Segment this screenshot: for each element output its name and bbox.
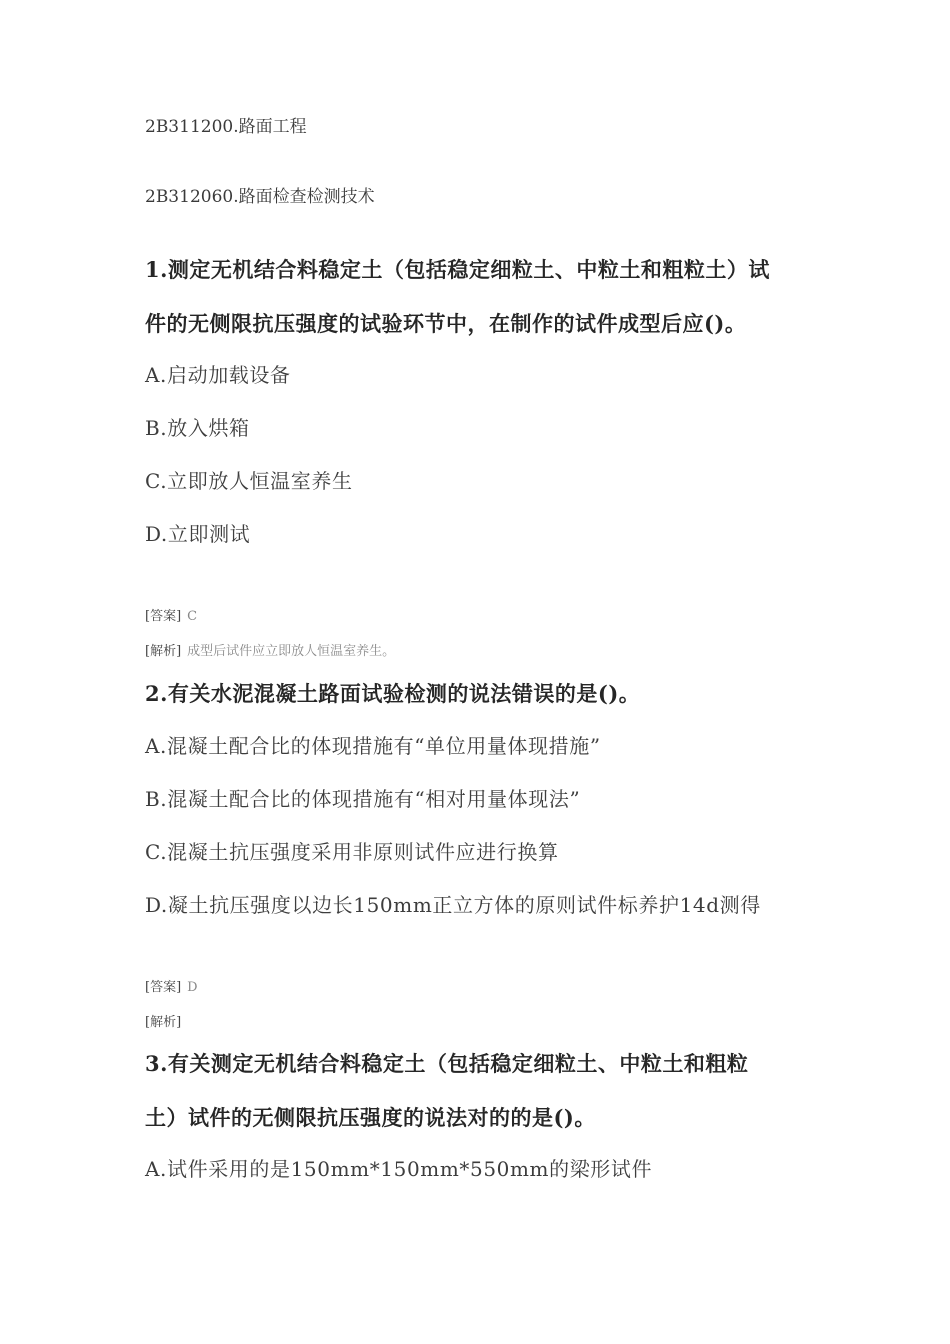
analysis-label: [解析] — [145, 644, 182, 659]
answer-label: [答案] — [145, 609, 182, 624]
question-1-title-line-1: 1.测定无机结合料稳定土（包括稳定细粒土、中粒土和粗粒土）试 — [145, 257, 770, 282]
question-3-title-line-2: 土）试件的无侧限抗压强度的说法对的的是()。 — [145, 1105, 596, 1130]
answer-value: C — [187, 609, 198, 624]
question-3-option-a: A.试件采用的是150mm*150mm*550mm的梁形试件 — [145, 1157, 653, 1181]
question-1-option-a: A.启动加载设备 — [145, 363, 291, 387]
question-2-analysis — [145, 1016, 187, 1029]
section-heading-road-surface: 2B311200.路面工程 — [145, 117, 307, 137]
analysis-label: [解析] — [145, 1015, 182, 1030]
question-2-option-a: A.混凝土配合比的体现措施有“单位用量体现措施” — [145, 734, 601, 758]
section-heading-inspection-technology: 2B312060.路面检查检测技术 — [145, 187, 375, 207]
question-2-option-c: C.混凝土抗压强度采用非原则试件应进行换算 — [145, 840, 559, 864]
question-2-option-b: B.混凝土配合比的体现措施有“相对用量体现法” — [145, 787, 581, 811]
analysis-value: 成型后试件应立即放人恒温室养生。 — [187, 644, 396, 659]
question-1-option-d: D.立即测试 — [145, 522, 251, 546]
question-2-answer — [145, 981, 198, 994]
question-2-option-d: D.凝土抗压强度以边长150mm正立方体的原则试件标养护14d测得 — [145, 893, 761, 917]
question-1-answer — [145, 610, 197, 623]
question-1-title-line-2: 件的无侧限抗压强度的试验环节中，在制作的试件成型后应()。 — [145, 311, 747, 336]
answer-value: D — [187, 980, 198, 995]
answer-label: [答案] — [145, 980, 182, 995]
question-1-option-b: B.放入烘箱 — [145, 416, 250, 440]
question-2-title-line-1: 2.有关水泥混凝土路面试验检测的说法错误的是()。 — [145, 681, 641, 706]
question-1-analysis — [145, 645, 395, 658]
question-3-title-line-1: 3.有关测定无机结合料稳定土（包括稳定细粒土、中粒土和粗粒 — [145, 1051, 749, 1076]
question-1-option-c: C.立即放人恒温室养生 — [145, 469, 353, 493]
